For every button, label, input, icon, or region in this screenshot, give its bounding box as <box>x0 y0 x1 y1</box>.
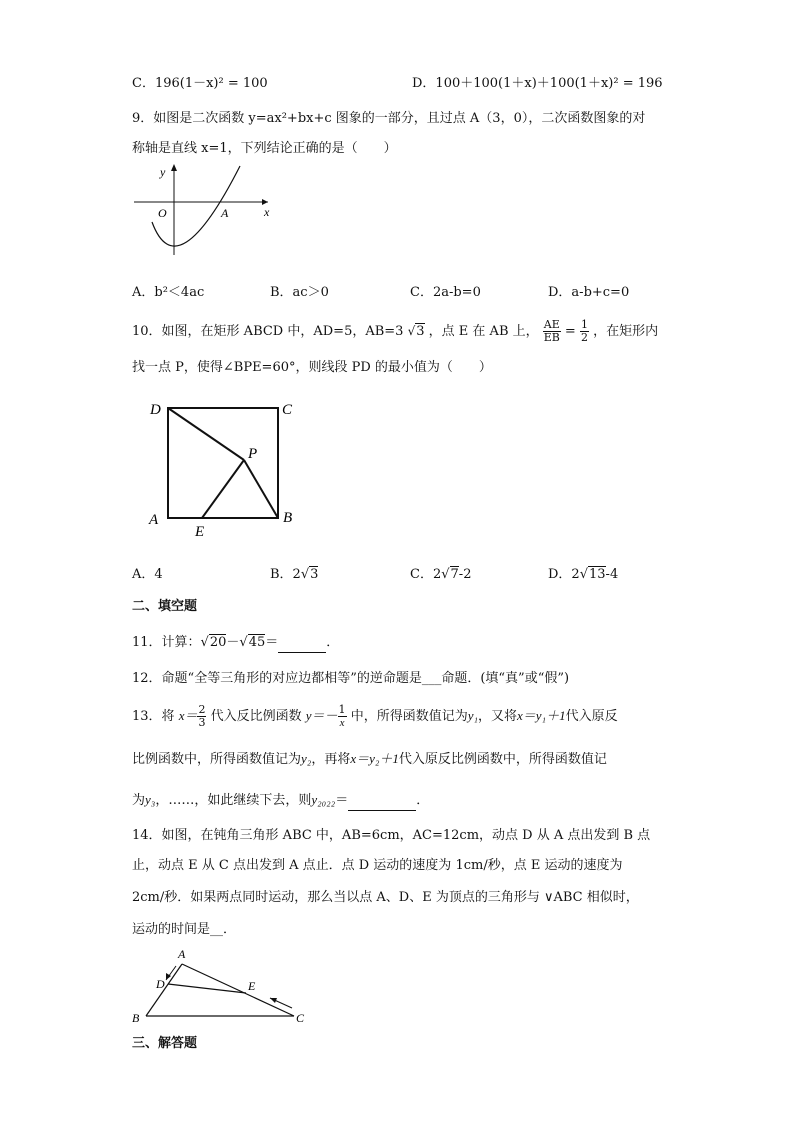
q10-stem-line2: 找一点 P，使得∠BPE=60°，则线段 PD 的最小值为（ ） <box>132 360 492 375</box>
q14-stem-line2: 止，动点 E 从 C 点出发到 A 点止．点 D 运动的速度为 1cm/秒，点 E 运动的速度为 <box>132 858 623 873</box>
q9-stem-line1: 9．如图是二次函数 y=ax²+bx+c 图象的一部分，且过点 A（3，0），二次函数图象的对 <box>132 111 646 126</box>
q9-option-d: D．a-b+c=0 <box>548 285 630 300</box>
label-e: E <box>195 524 205 540</box>
answer-blank <box>348 792 416 811</box>
q14-stem-line1: 14．如图，在钝角三角形 ABC 中，AB=6cm，AC=12cm，动点 D 从 A 点出发到 B 点 <box>132 828 651 843</box>
q13-stem-line3: 为y₃，……，如此继续下去，则y₂₀₂₂＝ ． <box>132 791 429 811</box>
q14-triangle-figure <box>128 944 318 1028</box>
label-a: A <box>178 947 186 961</box>
q13-stem-line2: 比例函数中，所得函数值记为y₂，再将x＝y₂＋1代入原反比例函数中，所得函数值记 <box>132 751 607 767</box>
label-p: P <box>248 446 258 462</box>
label-e: E <box>248 979 256 993</box>
q10-option-d: D．2√13-4 <box>548 567 619 582</box>
label-b: B <box>132 1011 140 1025</box>
answer-blank <box>278 634 326 653</box>
rectangle-abcd <box>168 408 278 518</box>
segment-dp <box>168 408 244 460</box>
q10-option-c: C．2√7-2 <box>410 567 472 582</box>
q9-option-c: C．2a-b=0 <box>410 285 481 300</box>
y-axis-label: y <box>160 165 166 179</box>
segment-pb <box>244 460 278 518</box>
q9-option-b: B．ac＞0 <box>270 285 329 300</box>
side-ac <box>182 964 294 1016</box>
q10-stem-line1: 10．如图，在矩形 ABCD 中，AD=5，AB=3 √3 ，点 E 在 AB 上， $\frac{AE}{EB}$ = $\frac{1}{2}$ ，在矩形内 <box>132 318 659 344</box>
x-axis-label: x <box>264 205 270 219</box>
label-b: B <box>283 510 293 526</box>
q14-stem-line3: 2cm/秒．如果两点同时运动，那么当以点 A、D、E 为顶点的三角形与 ∨ABC 相似时， <box>132 890 639 905</box>
q10-option-b: B．2√3 <box>270 567 319 582</box>
q14-stem-line4: 运动的时间是__． <box>132 922 237 937</box>
q10-rectangle-figure <box>140 394 310 544</box>
q9-parabola-figure <box>128 160 278 260</box>
q11-stem: 11．计算：√20－√45＝ ． <box>132 634 339 653</box>
y-axis-arrow-icon <box>171 164 177 171</box>
segment-pe <box>202 460 244 518</box>
section-title-solutions: 三、解答题 <box>132 1036 198 1051</box>
label-a: A <box>149 512 159 528</box>
origin-label: O <box>158 206 167 220</box>
label-c: C <box>296 1011 305 1025</box>
q9-stem-line2: 称轴是直线 x=1，下列结论正确的是（ ） <box>132 141 397 156</box>
q9-option-a: A．b²＜4ac <box>132 285 205 300</box>
sqrt-value: 3 <box>416 324 425 339</box>
label-d: D <box>156 977 165 991</box>
q8-option-d: D．100＋100(1＋x)＋100(1＋x)² = 196 <box>412 76 663 91</box>
section-title-fill-in: 二、填空题 <box>132 599 198 614</box>
label-d: D <box>150 402 161 418</box>
arrowhead-e-icon <box>270 998 277 1003</box>
fraction-half: $\frac{1}{2}$ <box>580 318 588 344</box>
q8-option-c: C．196(1－x)² = 100 <box>132 76 268 91</box>
q12-stem: 12．命题“全等三角形的对应边都相等”的逆命题是___命题．(填“真”或“假”) <box>132 671 570 686</box>
ratio-ae-eb: $\frac{AE}{EB}$ <box>543 318 560 344</box>
q10-option-a: A．4 <box>132 567 163 582</box>
q13-stem-line1: 13．将 x＝ $\frac{2}{3}$ 代入反比例函数 y＝－ $\frac{1}{x}$ 中，所得函数值记为y₁，又将x＝y₁＋1代入原反 <box>132 703 618 729</box>
point-a-label: A <box>221 206 229 220</box>
label-c: C <box>282 402 293 418</box>
